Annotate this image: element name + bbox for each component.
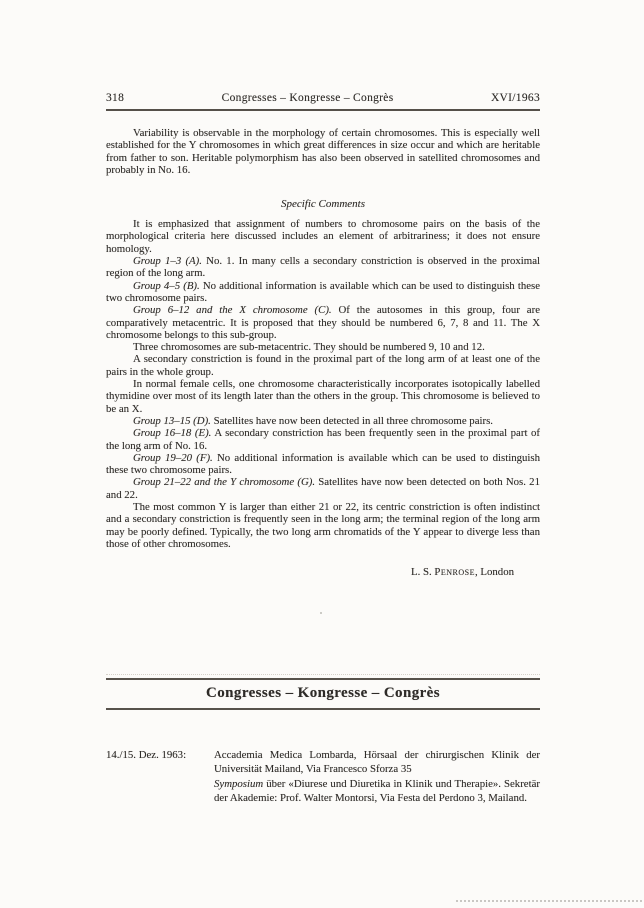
paragraph (106, 353, 540, 378)
paragraph-lead: Group 4–5 (B). (133, 279, 200, 292)
paragraph (106, 304, 540, 341)
congress-heading: Congresses – Kongresse – Congrès (206, 685, 440, 702)
page-number: 318 (106, 92, 125, 104)
paragraph (106, 255, 540, 280)
entry-details (214, 777, 540, 805)
paragraph (106, 415, 540, 427)
paragraph-text: It is emphasized that assignment of numbers to chromosome pairs on the basis of the morphological criteria here discussed includes an element of arbitrariness; it does not ensure homology. (106, 218, 540, 255)
page-content (106, 0, 540, 805)
paragraph-text: In normal female cells, one chromosome characteristically incorporates isotopically labelled thymidine over most of its length later than the others in the group. This chromosome is believed to be an X. (106, 378, 540, 415)
paragraph-text: No. 1. In many cells a secondary constriction is observed in the proximal region of the long arm. (106, 255, 540, 280)
paragraph (106, 218, 540, 255)
paragraph-text: The most common Y is larger than either 21 or 22, its centric constriction is often indistinct and a secondary constriction is frequently seen in the long arm; the terminal region of the long arm may be poorly defined. Typically, the two long arm chromatids of the Y appear to diverge less than those of other chromosomes. (106, 501, 540, 550)
paragraph (106, 427, 540, 452)
paragraph (106, 476, 540, 501)
scan-speck-artifact (320, 612, 322, 614)
signature-post: , London (475, 566, 514, 579)
paragraph-lead: Group 6–12 and the X chromosome (C). (133, 304, 332, 317)
paragraph-text: No additional information is available which can be used to distinguish these two chromosome pairs. (106, 279, 540, 304)
issue-label: XVI/1963 (490, 92, 540, 104)
paragraph-text: Of the autosomes in this group, four are comparatively metacentric. It is proposed that they should be numbered 6, 7, 8 and 11. The X chromosome belongs to this sub-group. (106, 304, 540, 341)
entry-text (214, 748, 540, 805)
paragraph (106, 280, 540, 305)
intro-paragraph: Variability is observable in the morphology of certain chromosomes. This is especially well established for the Y chromosomes in which great differences in size occur and which are heritable from father to son. Heritable polymorphism has also been observed in satellited chromosomes and probably in No. 16. (106, 127, 540, 176)
paragraph-text: Satellites have now been detected in all three chromosome pairs. (210, 414, 493, 427)
paragraph-lead: Group 13–15 (D). (133, 414, 211, 427)
entry-details-text: über «Diurese und Diuretika in Klinik und Therapie». Sekretär der Akademie: Prof. Walter Montorsi, Via Festa del Perdono 3, Mailand. (214, 778, 540, 805)
paragraph-text: Three chromosomes are sub-metacentric. They should be numbered 9, 10 and 12. (133, 341, 485, 354)
signature-name: Penrose (434, 566, 475, 579)
paragraph (106, 341, 540, 353)
scan-dotted-edge-artifact (456, 900, 642, 902)
paragraph-lead: Group 19–20 (F). (133, 451, 213, 464)
paragraph-text: Satellites have now been detected on both Nos. 21 and 22. (106, 476, 540, 501)
section-heading: Specific Comments (280, 198, 365, 211)
paragraph-text: A secondary constriction is found in the proximal part of the long arm of at least one of the pairs in the whole group. (106, 353, 540, 378)
paragraph (106, 452, 540, 477)
running-title: Congresses – Kongresse – Congrès (221, 92, 394, 104)
paragraph-lead: Group 16–18 (E). (133, 427, 212, 440)
congress-entry (106, 748, 540, 805)
paragraph-lead: Group 1–3 (A). (133, 255, 202, 268)
entry-venue: Accademia Medica Lombarda, Hörsaal der chirurgischen Klinik der Universität Mailand, Via Francesco Sforza 35 (214, 749, 540, 776)
scan-dust-line (106, 674, 540, 675)
paragraph-text: A secondary constriction has been frequently seen in the proximal part of the long arm of No. 16. (106, 427, 540, 452)
congress-heading-box (106, 678, 540, 710)
running-header (106, 92, 540, 111)
paragraph-text: No additional information is available which can be used to distinguish these two chromosome pairs. (106, 451, 540, 477)
paragraph-lead: Group 21–22 and the Y chromosome (G). (133, 476, 316, 489)
paragraph (106, 378, 540, 415)
signature-pre: L. S. (410, 566, 435, 579)
author-signature (106, 566, 514, 578)
paragraph (106, 501, 540, 550)
entry-date: 14./15. Dez. 1963: (106, 749, 187, 762)
entry-details-lead: Symposium (214, 778, 264, 791)
